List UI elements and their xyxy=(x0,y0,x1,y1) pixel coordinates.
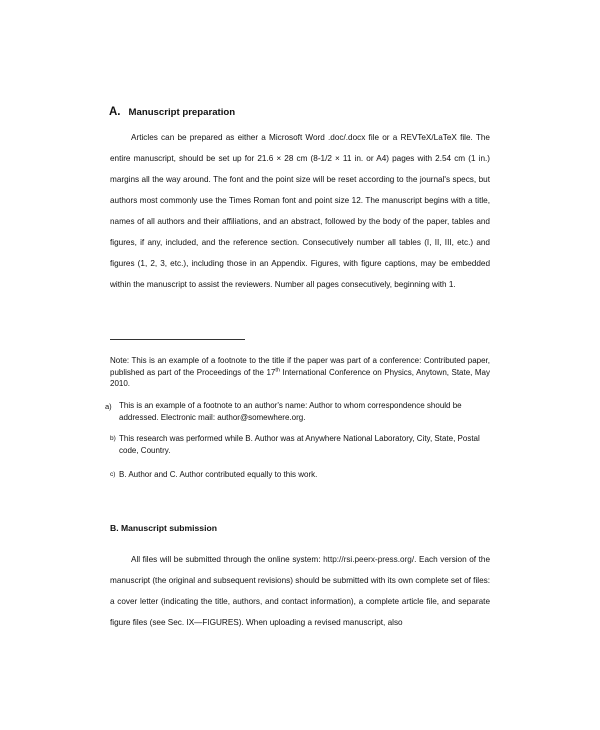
title-footnote-text-after: International Conference on Physics, Anytown, State, May 2010. xyxy=(110,367,490,388)
footnote-a xyxy=(105,400,490,423)
footnote-separator xyxy=(110,339,245,340)
section-a-letter: A. xyxy=(109,106,121,118)
submission-link[interactable]: http://rsi.peerx-press.org/ xyxy=(323,555,415,564)
footnote-b-marker: b) xyxy=(110,435,116,442)
footnote-b xyxy=(110,433,490,456)
section-b-text-after: . Each version of the manuscript (the original and subsequent revisions) should be submitted with its own complete set of files: a cover letter (indicating the title, authors, and contact information), a complete article file, and separate figure files (see Sec. IX—FIGURES). When uploading a revised manuscript, also xyxy=(110,555,491,627)
section-b-text-before: All files will be submitted through the online system: xyxy=(131,555,324,564)
section-a-heading xyxy=(109,106,235,118)
title-footnote xyxy=(110,355,490,390)
footnote-a-text: This is an example of a footnote to an author's name: Author to whom correspondence should be addressed. Electronic mail: author@somewhere.org. xyxy=(119,401,462,422)
footnote-c xyxy=(110,469,490,481)
section-b-paragraph xyxy=(110,549,490,633)
footnote-b-text: This research was performed while B. Author was at Anywhere National Laboratory, City, State, Postal code, Country. xyxy=(119,434,480,455)
footnote-a-marker: a) xyxy=(105,402,112,411)
footnote-c-text: B. Author and C. Author contributed equally to this work. xyxy=(119,470,318,479)
title-footnote-superscript: th xyxy=(275,366,280,373)
section-a-paragraph: Articles can be prepared as either a Microsoft Word .doc/.docx file or a REVTeX/LaTeX file. The entire manuscript, should be set up for 21.6 × 28 cm (8-1/2 × 11 in. or A4) pages with 2.54 cm (1 in.) margins all the way around. The font and the point size will be reset according to the journal's specs, but authors most commonly use the Times Roman font and point size 12. The manuscript begins with a title, names of all authors and their affiliations, and an abstract, followed by the body of the paper, tables and figures, if any, included, and the reference section. Consecutively number all tables (I, II, III, etc.) and figures (1, 2, 3, etc.), including those in an Appendix. Figures, with figure captions, may be embedded within the manuscript to assist the reviewers. Number all pages consecutively, beginning with 1. xyxy=(110,133,490,289)
section-b-heading: B. Manuscript submission xyxy=(110,523,217,533)
footnote-c-marker: c) xyxy=(110,471,116,478)
title-footnote-text-before: Note: This is an example of a footnote to the title if the paper was part of a conference: Contributed paper, published as part of the Proceedings of the 17 xyxy=(110,356,490,377)
section-a-title: Manuscript preparation xyxy=(128,107,236,118)
